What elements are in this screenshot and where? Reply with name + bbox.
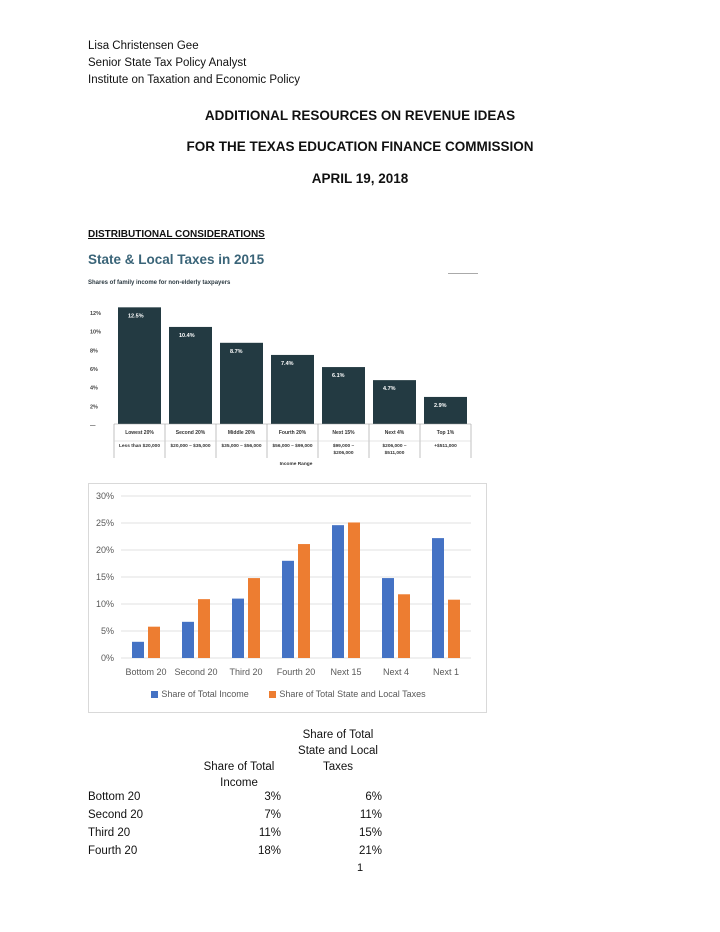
table-header-taxes: Share of Total State and Local Taxes: [298, 729, 378, 773]
chart2-category-label: Bottom 20: [125, 667, 167, 677]
chart2-bar-income: [282, 561, 294, 658]
section-heading: DISTRIBUTIONAL CONSIDERATIONS: [88, 229, 265, 240]
chart2-ytick: 10%: [95, 599, 114, 609]
chart2-category-label: Fourth 20: [276, 667, 316, 677]
chart1-ytick: 6%: [90, 367, 98, 373]
chart2-bar-taxes: [148, 627, 160, 658]
chart1-subtitle: Shares of family income for non-elderly taxpayers: [88, 280, 231, 286]
chart2-bar-income: [182, 622, 194, 658]
chart1-ytick: 2%: [90, 404, 98, 411]
chart1-category-label: Lowest 20%: [125, 430, 154, 436]
author-name: Lisa Christensen Gee: [88, 40, 199, 52]
chart1-range-label: $20,000 – $35,000: [170, 444, 211, 449]
chart1-range-label: $511,000: [384, 451, 405, 456]
chart1-bar: [220, 343, 263, 424]
chart1-ytick: 4%: [90, 385, 98, 392]
chart2-svg: [89, 484, 488, 684]
chart2-category-label: Third 20: [229, 667, 263, 677]
chart2-container: [88, 483, 487, 713]
chart1-data-label: 2.9%: [434, 402, 447, 409]
chart2-bar-taxes: [348, 522, 360, 658]
table-row-label: Fourth 20: [88, 845, 138, 857]
chart2-ytick: 5%: [100, 626, 114, 636]
legend-label-income: Share of Total Income: [161, 689, 249, 699]
author-role: Senior State Tax Policy Analyst: [88, 57, 247, 69]
chart1-data-label: 12.5%: [128, 313, 144, 320]
chart2-ytick: 25%: [95, 518, 114, 528]
chart1-data-label: 6.1%: [332, 373, 345, 380]
chart2-bar-income: [332, 525, 344, 658]
chart1-category-label: Next 4%: [384, 430, 405, 436]
chart1-data-label: 8.7%: [230, 348, 243, 355]
chart1-ytick: 12%: [90, 311, 102, 317]
chart2-ytick: 20%: [95, 545, 114, 555]
chart2-category-label: Second 20: [174, 667, 218, 677]
chart2-legend: [89, 689, 488, 699]
table-header-income: Share of Total Income: [203, 761, 275, 789]
chart1-svg: [88, 294, 500, 466]
chart1-category-label: Fourth 20%: [278, 430, 307, 436]
chart2-bar-income: [432, 538, 444, 658]
chart2-bar-income: [382, 578, 394, 658]
table-cell-income: 3%: [264, 791, 281, 803]
chart1-category-label: Second 20%: [175, 430, 206, 436]
chart2-bar-taxes: [198, 599, 210, 658]
chart2-category-label: Next 1: [432, 667, 460, 677]
doc-date: APRIL 19, 2018: [311, 171, 409, 186]
chart1-category-label: Top 1%: [436, 430, 455, 436]
chart2-bar-taxes: [448, 600, 460, 658]
table-cell-income: 7%: [264, 809, 281, 821]
table-row-label: Third 20: [88, 827, 131, 839]
chart1-title: State & Local Taxes in 2015: [88, 252, 265, 267]
doc-title-line1: ADDITIONAL RESOURCES ON REVENUE IDEAS: [204, 108, 516, 123]
doc-title-line2: FOR THE TEXAS EDUCATION FINANCE COMMISSION: [186, 139, 534, 154]
chart2-category-label: Next 15: [330, 667, 362, 677]
chart2-bar-taxes: [298, 544, 310, 658]
chart1-xlabel: Income Range: [279, 462, 313, 466]
chart1-bar: [118, 307, 161, 424]
table-cell-income: 11%: [258, 827, 281, 839]
chart2-bar-income: [232, 599, 244, 658]
chart1-bar: [424, 397, 467, 424]
chart2-ytick: 30%: [95, 491, 114, 501]
chart1-range-label: $99,000 –: [332, 444, 355, 449]
table-row: [88, 845, 388, 861]
table-cell-taxes: 6%: [365, 791, 382, 803]
legend-item-taxes: [269, 689, 425, 699]
table-row-label: Bottom 20: [88, 791, 141, 803]
divider: [448, 273, 478, 274]
chart1-category-label: Middle 20%: [227, 430, 256, 436]
chart1-range-label: Less than $20,000: [118, 444, 161, 449]
legend-swatch-income: [151, 691, 158, 698]
author-org: Institute on Taxation and Economic Policy: [88, 74, 301, 86]
page-number: 1: [356, 862, 364, 874]
chart2-bar-income: [132, 642, 144, 658]
table-cell-taxes: 11%: [359, 809, 382, 821]
chart2-bar-taxes: [248, 578, 260, 658]
legend-label-taxes: Share of Total State and Local Taxes: [279, 689, 426, 699]
chart1-category-label: Next 15%: [332, 430, 355, 436]
chart1-ytick: —: [90, 423, 96, 429]
legend-swatch-taxes: [269, 691, 276, 698]
chart1-data-label: 7.4%: [281, 360, 294, 367]
chart2-ytick: 15%: [95, 572, 114, 582]
chart2-category-label: Next 4: [382, 667, 410, 677]
chart1-data-label: 4.7%: [383, 386, 396, 393]
chart1-range-label: $56,000 – $99,000: [272, 444, 313, 449]
table-cell-taxes: 15%: [358, 827, 382, 839]
chart1-range-label: $206,000 –: [382, 444, 407, 449]
table-cell-income: 18%: [257, 845, 281, 857]
chart1-range-label: +$511,000: [434, 444, 457, 449]
table-cell-taxes: 21%: [358, 845, 382, 857]
chart2-ytick: 0%: [100, 653, 114, 663]
chart1-data-label: 10.4%: [179, 332, 195, 339]
chart1-ytick: 10%: [90, 329, 102, 336]
table-row: [88, 827, 388, 843]
chart2-bar-taxes: [398, 594, 410, 658]
chart1-bar: [169, 327, 212, 424]
table-row: [88, 791, 388, 807]
table-row: [88, 809, 388, 825]
table-row-label: Second 20: [88, 809, 143, 821]
chart1-range-label: $206,000: [333, 451, 354, 456]
legend-item-income: [151, 689, 248, 699]
author-header: [88, 38, 300, 89]
chart1-range-label: $35,000 – $56,000: [221, 444, 262, 449]
chart1-ytick: 8%: [90, 348, 98, 355]
